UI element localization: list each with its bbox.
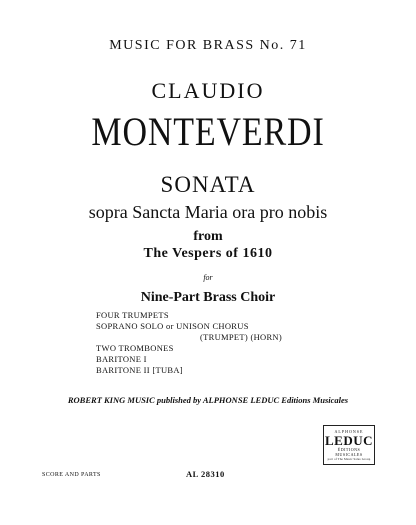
logo-top-text: ALPHONSE <box>334 429 364 434</box>
instrument-line: (TRUMPET) (HORN) <box>200 332 283 342</box>
publisher-logo <box>323 425 375 465</box>
work-subtitle: sopra Sancta Maria ora pro nobis <box>88 202 328 222</box>
logo-sub-text: ÉDITIONS MUSICALES <box>335 447 363 457</box>
instrumentation-list <box>96 310 282 376</box>
series-title: MUSIC FOR BRASS No. 71 <box>109 38 307 53</box>
composer-first-name: CLAUDIO <box>151 78 265 103</box>
ensemble-name: Nine-Part Brass Choir <box>140 290 276 305</box>
composer-last-name: MONTEVERDI <box>91 109 325 154</box>
instrument-line: SOPRANO SOLO or UNISON CHORUS <box>96 321 249 331</box>
publisher-line: ROBERT KING MUSIC published by ALPHONSE LEDUC Editions Musicales <box>67 395 349 405</box>
from-label: from <box>193 229 223 244</box>
for-label: for <box>203 273 213 282</box>
source-work: The Vespers of 1610 <box>143 246 273 261</box>
logo-group-text: part of The Music Sales Group <box>327 457 371 461</box>
instrument-line: BARITONE II [TUBA] <box>96 365 183 375</box>
instrument-line: TWO TROMBONES <box>96 343 174 353</box>
logo-main-text: LEDUC <box>324 433 373 448</box>
instrument-line: FOUR TRUMPETS <box>96 310 169 320</box>
work-title: SONATA <box>160 172 256 197</box>
catalog-number: AL 28310 <box>186 469 225 479</box>
instrument-line: BARITONE I <box>96 354 147 364</box>
edition-format: SCORE AND PARTS <box>42 472 101 478</box>
